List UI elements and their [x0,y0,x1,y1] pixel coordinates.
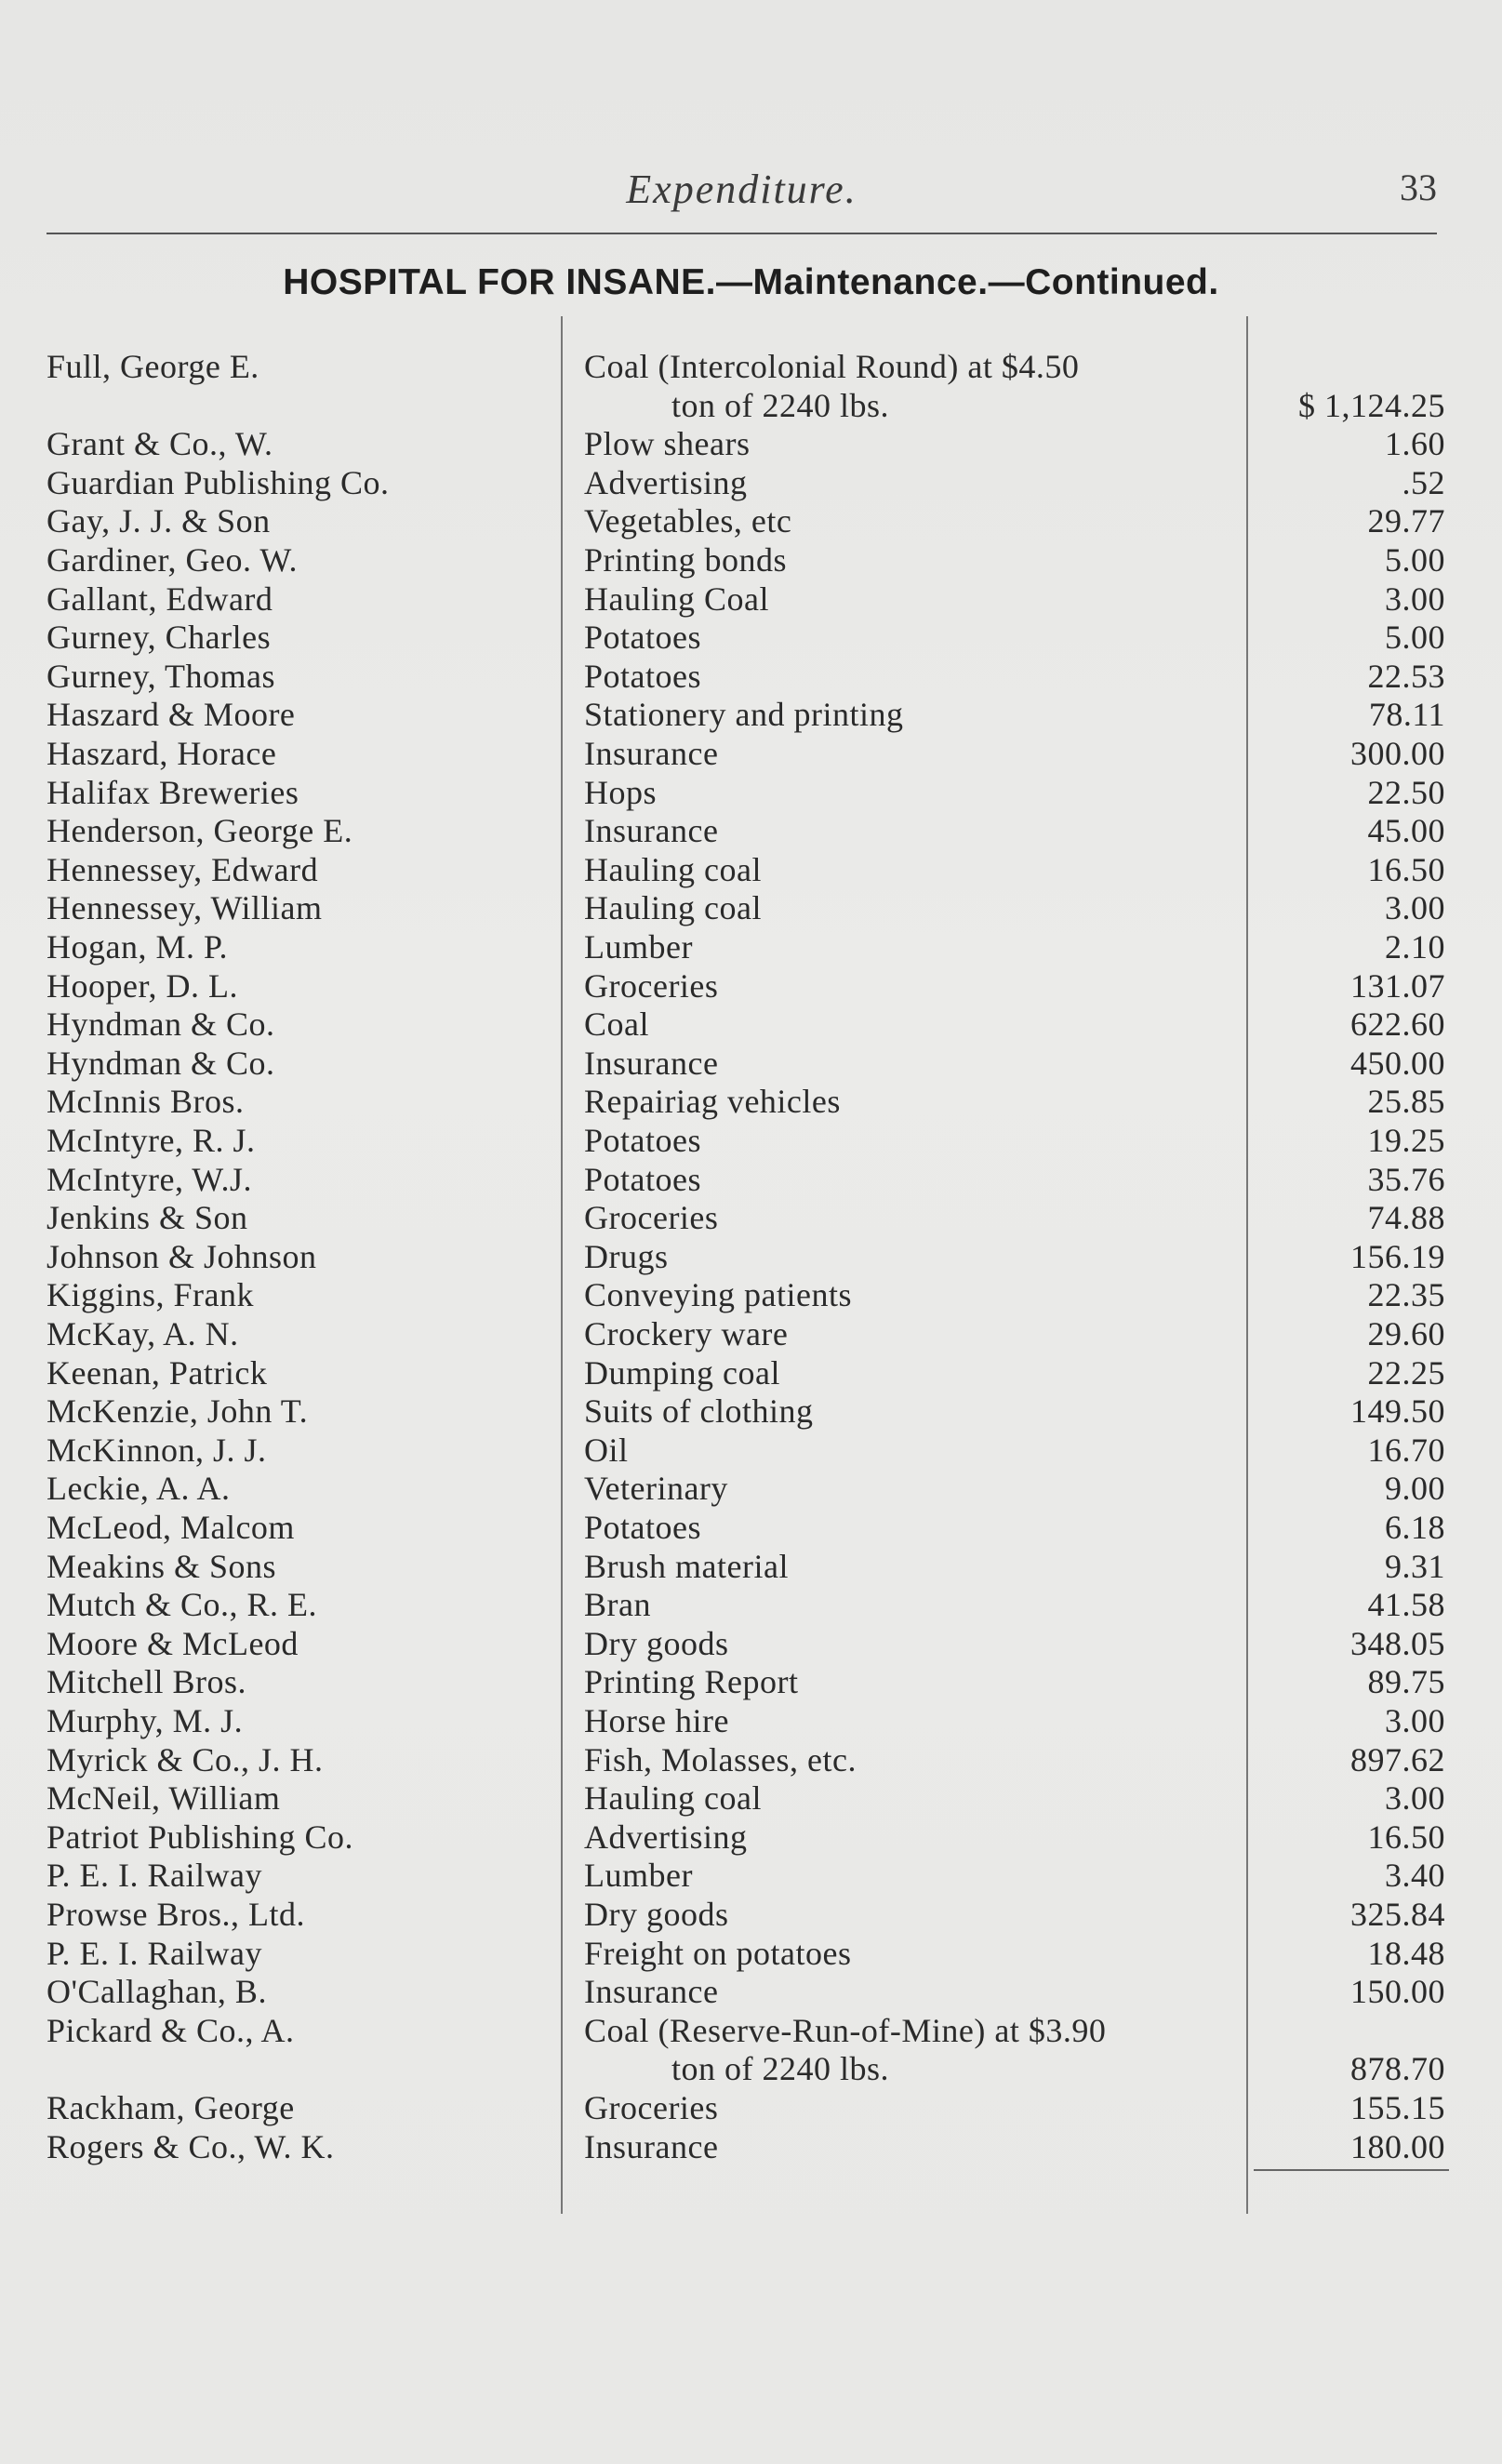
expense-description: Repairiag vehicles [584,1083,841,1121]
running-title: Expenditure. [626,166,857,212]
payee-name: Meakins & Sons [47,1547,277,1585]
amount: 22.53 [1367,657,1445,695]
payee-name: Haszard & Moore [47,696,296,734]
expense-description: Printing bonds [584,541,788,579]
table-row [0,1430,1502,1471]
table-row [0,1894,1502,1935]
amount: 22.35 [1367,1276,1445,1314]
expense-description: Hauling coal [584,850,762,888]
expense-description: Stationery and printing [584,696,904,734]
expense-description: Vegetables, etc [584,502,792,540]
payee-name: Guardian Publishing Co. [47,463,390,501]
amount: 9.00 [1385,1470,1445,1508]
expense-description: Potatoes [584,1122,701,1159]
table-row [0,1817,1502,1858]
amount: 9.31 [1385,1547,1445,1585]
table-row [0,2126,1502,2167]
payee-name: Gurney, Charles [47,619,272,657]
table-row [0,1274,1502,1315]
table-row [0,1236,1502,1277]
table-row [0,810,1502,851]
expense-description: Potatoes [584,1509,701,1546]
page-number: 33 [1400,166,1437,208]
amount: 29.60 [1367,1315,1445,1352]
amount: 348.05 [1350,1624,1445,1662]
payee-name: McKay, A. N. [47,1315,239,1352]
expense-description: Dumping coal [584,1353,780,1392]
amount: 29.77 [1367,502,1445,540]
expense-description-continued: ton of 2240 lbs. [671,386,890,424]
amount: 41.58 [1367,1586,1445,1624]
amount: 3.00 [1385,579,1445,618]
table-row [0,772,1502,813]
expense-description: Hauling coal [584,889,762,927]
table-row [0,346,1502,424]
amount: $ 1,124.25 [1298,386,1445,424]
amount: 3.00 [1385,1702,1445,1739]
expense-description: Hauling Coal [584,579,769,618]
payee-name: McInnis Bros. [47,1083,245,1121]
expense-description: Coal (Intercolonial Round) at $4.50 [584,348,1080,385]
table-row [0,1352,1502,1393]
table-row [0,423,1502,464]
payee-name: Hyndman & Co. [47,1044,275,1082]
amount: 3.00 [1385,889,1445,927]
table-row [0,1661,1502,1702]
expense-description: Potatoes [584,1160,701,1198]
payee-name: Pickard & Co., A. [47,2011,295,2049]
payee-name: Moore & McLeod [47,1624,299,1662]
table-row [0,1778,1502,1818]
expense-description: Fish, Molasses, etc. [584,1740,857,1778]
payee-name: Myrick & Co., J. H. [47,1740,324,1778]
payee-name: Rogers & Co., W. K. [47,2127,335,2165]
payee-name: Leckie, A. A. [47,1470,231,1508]
amount: 16.50 [1367,1818,1445,1856]
payee-name: Rackham, George [47,2089,295,2126]
payee-name: McNeil, William [47,1779,281,1818]
expense-description: Lumber [584,1857,693,1895]
expense-description: Lumber [584,928,693,966]
amount: 16.50 [1367,850,1445,888]
expense-description: Groceries [584,966,719,1005]
payee-name: Hogan, M. P. [47,928,229,966]
table-row [0,500,1502,541]
expense-description: Suits of clothing [584,1392,814,1431]
table-row [0,656,1502,697]
amount: 149.50 [1350,1392,1445,1431]
amount: 5.00 [1385,619,1445,657]
table-row [0,1700,1502,1741]
table-row [0,1507,1502,1548]
amount: .52 [1402,463,1445,501]
payee-name: Jenkins & Son [47,1199,248,1237]
amount: 78.11 [1368,696,1445,734]
payee-name: McIntyre, R. J. [47,1122,256,1159]
amount: 155.15 [1350,2089,1445,2126]
expense-description: Oil [584,1431,629,1469]
amount: 89.75 [1367,1663,1445,1701]
expense-description: Groceries [584,1199,719,1237]
expense-description: Freight on potatoes [584,1934,852,1972]
amount: 180.00 [1350,2127,1445,2165]
payee-name: Henderson, George E. [47,812,353,850]
amount: 150.00 [1350,1973,1445,2011]
table-row [0,1468,1502,1509]
payee-name: Hooper, D. L. [47,966,239,1005]
amount: 878.70 [1350,2050,1445,2088]
expense-description: Advertising [584,1818,748,1856]
amount: 897.62 [1350,1740,1445,1778]
amount: 45.00 [1367,812,1445,850]
payee-name: Gardiner, Geo. W. [47,541,298,579]
amount: 22.50 [1367,773,1445,811]
expense-description: Hops [584,773,658,811]
expense-description: Coal [584,1006,649,1044]
amount: 35.76 [1367,1160,1445,1198]
payee-name: McKinnon, J. J. [47,1431,267,1469]
expense-description: Potatoes [584,619,701,657]
expense-description: Advertising [584,463,748,501]
amount: 16.70 [1367,1431,1445,1469]
expense-description: Plow shears [584,425,751,463]
amount: 22.25 [1367,1353,1445,1392]
table-row [0,1546,1502,1587]
amount: 450.00 [1350,1044,1445,1082]
expense-description-continued: ton of 2240 lbs. [671,2050,890,2088]
payee-name: Gay, J. J. & Son [47,502,271,540]
expense-description: Brush material [584,1547,789,1585]
amount: 6.18 [1385,1509,1445,1546]
payee-name: P. E. I. Railway [47,1934,262,1972]
table-row [0,1159,1502,1200]
payee-name: McIntyre, W.J. [47,1160,252,1198]
table-row [0,2087,1502,2128]
expense-description: Printing Report [584,1663,799,1701]
payee-name: Mutch & Co., R. E. [47,1586,318,1624]
amount: 3.00 [1385,1779,1445,1818]
payee-name: Hennessey, William [47,889,323,927]
payee-name: Mitchell Bros. [47,1663,246,1701]
expense-description: Dry goods [584,1624,729,1662]
payee-name: Hennessey, Edward [47,850,319,888]
expense-description: Insurance [584,1973,719,2011]
amount: 622.60 [1350,1006,1445,1044]
total-rule [1254,2169,1449,2171]
payee-name: Gallant, Edward [47,579,273,618]
payee-name: McLeod, Malcom [47,1509,295,1546]
table-row [0,1120,1502,1161]
table-row [0,926,1502,967]
expense-description: Coal (Reserve-Run-of-Mine) at $3.90 [584,2011,1107,2049]
payee-name: P. E. I. Railway [47,1857,262,1895]
table-row [0,539,1502,580]
table-row [0,1043,1502,1084]
payee-name: Gurney, Thomas [47,657,275,695]
expense-description: Potatoes [584,657,701,695]
expense-description: Insurance [584,735,719,772]
table-row [0,1004,1502,1045]
payee-name: Haszard, Horace [47,735,277,772]
amount: 156.19 [1350,1237,1445,1275]
amount: 3.40 [1385,1857,1445,1895]
payee-name: Kiggins, Frank [47,1276,254,1314]
expense-description: Insurance [584,1044,719,1082]
expense-description: Hauling coal [584,1779,762,1818]
payee-name: Murphy, M. J. [47,1702,244,1739]
amount: 19.25 [1367,1122,1445,1159]
table-row [0,694,1502,735]
expense-description: Insurance [584,812,719,850]
expense-description: Horse hire [584,1702,729,1739]
amount: 325.84 [1350,1896,1445,1933]
table-row [0,1739,1502,1780]
table-row [0,1584,1502,1625]
table-row [0,579,1502,619]
expense-description: Drugs [584,1237,669,1275]
payee-name: Halifax Breweries [47,773,299,811]
payee-name: Prowse Bros., Ltd. [47,1896,305,1933]
table-row [0,1623,1502,1664]
expense-description: Groceries [584,2089,719,2126]
table-row [0,2010,1502,2088]
expense-description: Conveying patients [584,1276,852,1314]
table-row [0,1081,1502,1122]
payee-name: McKenzie, John T. [47,1392,309,1431]
expense-description: Dry goods [584,1896,729,1933]
payee-name: Hyndman & Co. [47,1006,275,1044]
expense-description: Bran [584,1586,651,1624]
amount: 300.00 [1350,735,1445,772]
table-row [0,1933,1502,1974]
table-row [0,849,1502,890]
table-row [0,733,1502,774]
amount: 2.10 [1385,928,1445,966]
payee-name: Keenan, Patrick [47,1353,268,1392]
section-heading: HOSPITAL FOR INSANE.—Maintenance.—Continued. [283,262,1219,302]
payee-name: Johnson & Johnson [47,1237,317,1275]
amount: 18.48 [1367,1934,1445,1972]
table-row [0,1855,1502,1896]
table-row [0,887,1502,928]
amount: 5.00 [1385,541,1445,579]
amount: 74.88 [1367,1199,1445,1237]
amount: 131.07 [1350,966,1445,1005]
table-row [0,1197,1502,1238]
amount: 25.85 [1367,1083,1445,1121]
table-row [0,1391,1502,1432]
payee-name: Grant & Co., W. [47,425,273,463]
table-row [0,617,1502,658]
table-row [0,1971,1502,2012]
payee-name: Full, George E. [47,348,259,385]
expense-description: Insurance [584,2127,719,2165]
table-row [0,1313,1502,1354]
payee-name: O'Callaghan, B. [47,1973,267,2011]
amount: 1.60 [1385,425,1445,463]
expense-description: Crockery ware [584,1315,789,1352]
table-row [0,462,1502,503]
expense-description: Veterinary [584,1470,728,1508]
table-row [0,966,1502,1006]
payee-name: Patriot Publishing Co. [47,1818,354,1856]
